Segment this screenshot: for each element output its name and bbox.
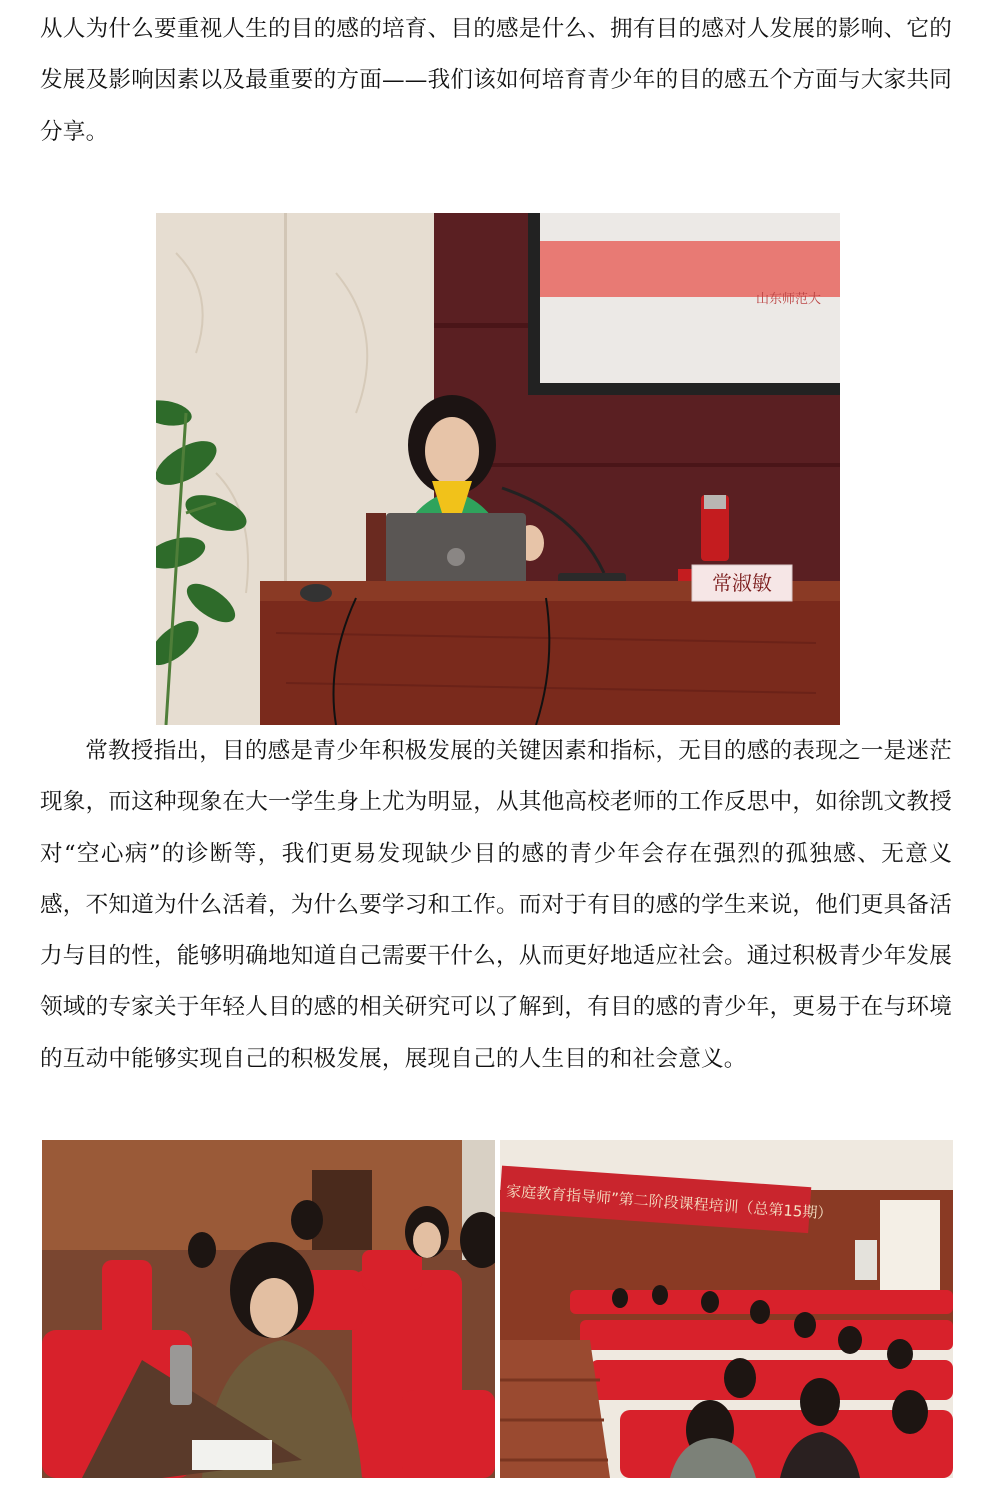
paragraph-main: 常教授指出，目的感是青少年积极发展的关键因素和指标，无目的感的表现之一是迷茫现象，而这种现象在大一学生身上尤为明显，从其他高校老师的工作反思中，如徐凯文教授对“空心病”的诊断等，我们更易发现缺少目的感的青少年会存在强烈的孤独感、无意义感，不知道为什么活着，为什么要学习和工作。而对于有目的感的学生来说，他们更具备活力与目的性，能够明确地知道自己需要干什么，从而更好地适应社会。通过积极青少年发展领域的专家关于年轻人目的感的相关研究可以了解到，有目的感的青少年，更易于在与环境的互动中能够实现自己的积极发展，展现自己的人生目的和社会意义。 [40,738,952,1072]
audience-photo-left [42,1140,495,1478]
banner-text: 家庭教育指导师”第二阶段课程培训（总第15期） [505,1181,833,1223]
paragraph-intro: 从人为什么要重视人生的目的感的培育、目的感是什么、拥有目的感对人发展的影响、它的发展及影响因素以及最重要的方面——我们该如何培育青少年的目的感五个方面与大家共同分享。 [40,16,952,145]
audience-photo-right [500,1140,953,1478]
screen-text: 山东师范大 [756,292,822,307]
speaker-photo [156,213,840,725]
name-card-text: 常淑敏 [712,571,772,595]
